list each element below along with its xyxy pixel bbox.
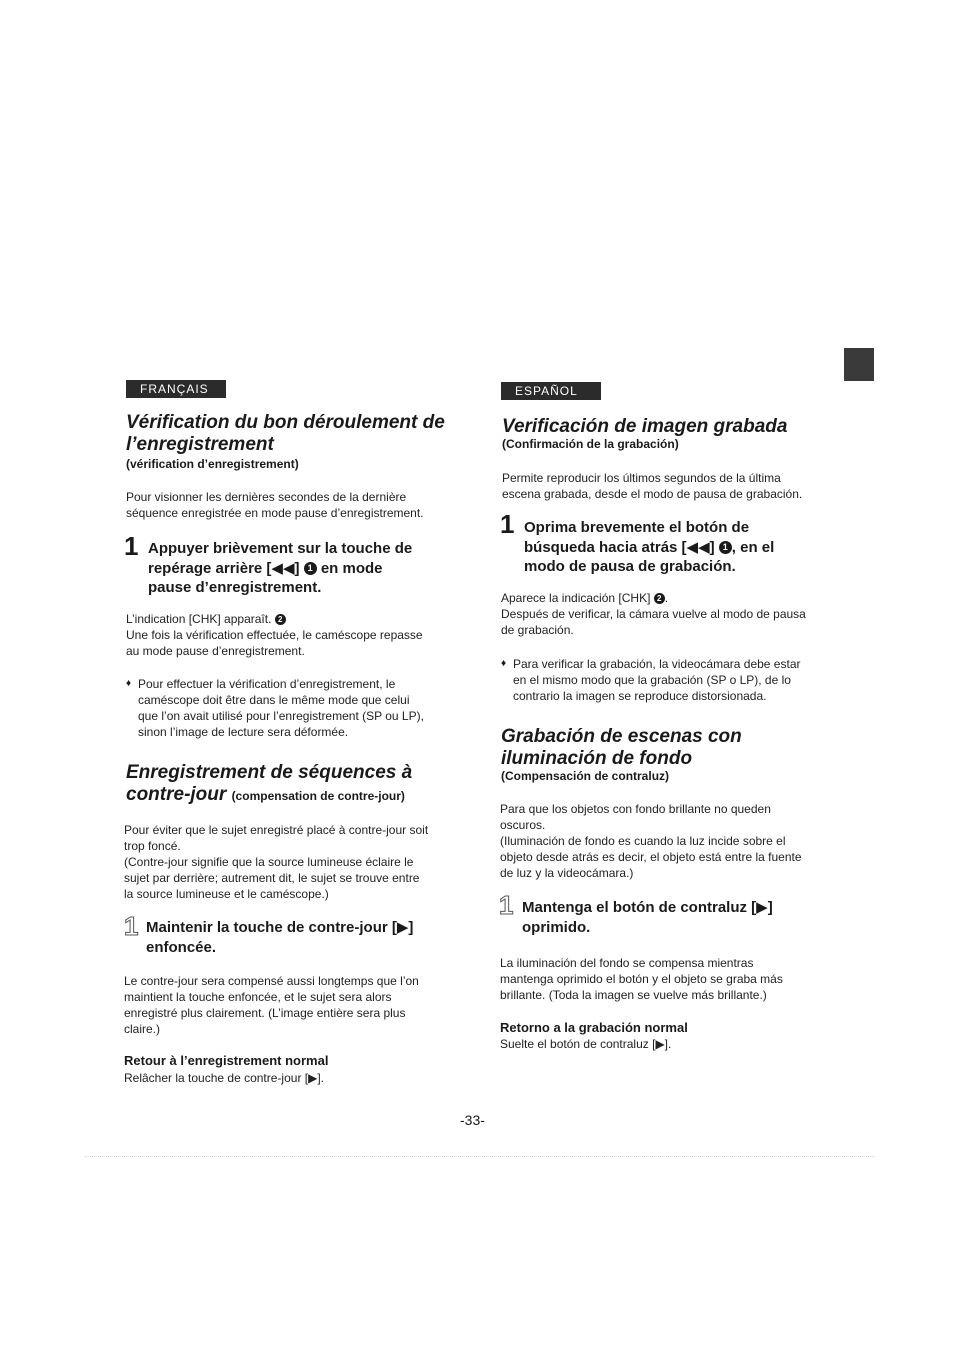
fr-title-line: Enregistrement de séquences à: [126, 762, 413, 783]
fr-intro-line: Pour visionner les dernières secondes de la dernière: [126, 490, 407, 504]
es-result-line: mantenga oprimido el botón y el objeto se graba más: [500, 972, 783, 986]
es-step-backlight: [522, 898, 842, 937]
fr-note-line: que l’on avait utilisé pour l’enregistrement (SP ou LP),: [138, 709, 424, 723]
fr-step-line: [148, 559, 468, 579]
fr-step-line: Maintenir la touche de contre-jour [▶]: [146, 919, 414, 936]
marker-2-icon: 2: [654, 593, 665, 604]
es-intro-line: (Iluminación de fondo es cuando la luz incide sobre el: [500, 834, 786, 848]
fr-title-text: contre-jour: [126, 784, 227, 805]
fr-intro-line: sujet par derrière; autrement dit, le sujet se trouve entre: [124, 871, 420, 885]
fr-subtitle-verification: (vérification d’enregistrement): [126, 457, 299, 471]
fr-note: [126, 676, 456, 740]
fr-title-line-1: Vérification du bon déroulement de: [126, 412, 445, 433]
es-intro-verification: [502, 470, 842, 502]
es-intro-line: oscuros.: [500, 818, 546, 832]
marker-1-icon: 1: [719, 541, 732, 554]
es-subtitle-backlight: (Compensación de contraluz): [501, 769, 670, 783]
fr-step-line: pause d’enregistrement.: [148, 579, 322, 596]
es-step-text: búsqueda hacia atrás [◀◀]: [524, 538, 715, 556]
fr-result-line: maintient la touche enfoncée, et le sujet sera alors: [124, 990, 392, 1004]
es-result-backlight: [500, 955, 840, 1003]
fr-return-title: Retour à l’enregistrement normal: [124, 1053, 329, 1068]
es-note: [501, 656, 831, 704]
es-step-number: 1: [500, 509, 515, 539]
fr-chk-line: [126, 611, 466, 627]
es-chk-text: Aparece la indicación [CHK]: [501, 591, 651, 605]
fr-intro-backlight: [124, 822, 464, 902]
es-step-line: Mantenga el botón de contraluz [▶]: [522, 899, 773, 916]
fr-return-text: Relâcher la touche de contre-jour [▶].: [124, 1071, 324, 1085]
fr-result-line: Le contre-jour sera compensé aussi longtemps que l’on: [124, 974, 419, 988]
bullet-icon: ♦: [126, 678, 132, 689]
fr-step-text: en mode: [320, 559, 383, 577]
es-intro-line: objeto desde atrás es decir, el objeto está entre la fuente: [500, 850, 802, 864]
bottom-rule: [85, 1156, 875, 1157]
fr-step-line: enfoncée.: [146, 938, 217, 956]
fr-chk-text: L’indication [CHK] apparaît.: [126, 612, 272, 626]
es-result-line: La iluminación del fondo se compensa mientras: [500, 956, 754, 970]
fr-title-paren: (compensation de contre-jour): [231, 789, 405, 803]
fr-title-line-2: l’enregistrement: [126, 434, 274, 455]
es-chk-line: Después de verificar, la cámara vuelve al modo de pausa: [501, 607, 806, 621]
bullet-icon: ♦: [501, 658, 507, 669]
es-title-line: Grabación de escenas con: [501, 726, 742, 747]
es-result-line: brillante. (Toda la imagen se vuelve más brillante.): [500, 988, 767, 1002]
marker-1-icon: 1: [304, 562, 317, 575]
fr-chk-result: [126, 611, 466, 659]
thumb-index-tab: [844, 348, 874, 381]
es-step-instruction: [524, 518, 844, 577]
fr-step-number: 1: [124, 531, 139, 561]
fr-chk-line: Une fois la vérification effectuée, le caméscope repasse: [126, 628, 423, 642]
fr-step-instruction: [148, 539, 468, 598]
fr-step-number-outline: 1: [124, 911, 139, 941]
fr-intro-line: la source lumineuse et le caméscope.): [124, 887, 329, 901]
es-step-line: Oprima brevemente el botón de: [524, 519, 750, 536]
marker-2-icon: 2: [275, 614, 286, 625]
es-intro-backlight: [500, 801, 840, 881]
es-intro-line: de luz y la videocámara.): [500, 866, 634, 880]
es-step-line: [524, 538, 844, 558]
es-note-line: contrario la imagen se reproduce distorsionada.: [513, 689, 767, 703]
fr-step-text: repérage arrière [◀◀]: [148, 559, 300, 577]
es-title-backlight: [501, 726, 841, 770]
es-step-line: oprimido.: [522, 918, 591, 936]
fr-title-verification: [126, 412, 466, 456]
es-note-line: en el mismo modo que la grabación (SP o LP), de lo: [513, 673, 791, 687]
es-return-title: Retorno a la grabación normal: [500, 1020, 688, 1035]
es-intro-line: Para que los objetos con fondo brillante no queden: [500, 802, 771, 816]
fr-intro-line: séquence enregistrée en mode pause d’enregistrement.: [126, 506, 424, 520]
es-note-line: Para verificar la grabación, la videocámara debe estar: [513, 657, 801, 671]
fr-result-line: claire.): [124, 1022, 161, 1036]
fr-note-line: caméscope doit être dans le même mode que celui: [138, 693, 410, 707]
es-step-number-outline: 1: [499, 890, 514, 920]
fr-intro-line: trop foncé.: [124, 839, 181, 853]
language-tab-espanol: ESPAÑOL: [501, 382, 601, 400]
fr-note-line: Pour effectuer la vérification d’enregistrement, le: [138, 677, 396, 691]
es-return-text: Suelte el botón de contraluz [▶].: [500, 1037, 672, 1051]
fr-title-line: [126, 784, 466, 807]
es-intro-line: Permite reproducir los últimos segundos de la última: [502, 471, 781, 485]
es-intro-line: escena grabada, desde el modo de pausa de grabación.: [502, 487, 803, 501]
es-subtitle-verification: (Confirmación de la grabación): [502, 437, 679, 451]
es-title-verification: Verificación de imagen grabada: [502, 416, 788, 437]
es-chk-line: de grabación.: [501, 623, 574, 637]
fr-note-line: sinon l’image de lecture sera déformée.: [138, 725, 349, 739]
es-chk-result: [501, 590, 841, 638]
es-step-line: modo de pausa de grabación.: [524, 558, 736, 575]
page-number: -33-: [460, 1112, 485, 1128]
fr-result-backlight: [124, 973, 464, 1037]
es-step-text: , en el: [731, 538, 775, 556]
fr-result-line: enregistré plus clairement. (L’image entière sera plus: [124, 1006, 406, 1020]
es-title-line: iluminación de fondo: [501, 748, 693, 769]
fr-intro-line: (Contre-jour signifie que la source lumineuse éclaire le: [124, 855, 414, 869]
fr-step-line: Appuyer brièvement sur la touche de: [148, 540, 413, 557]
es-chk-line: Aparece la indicación [CHK] 2 .: [501, 591, 669, 605]
fr-chk-line: au mode pause d’enregistrement.: [126, 644, 305, 658]
fr-intro-verification: [126, 489, 466, 521]
language-tab-francais: FRANÇAIS: [126, 380, 226, 398]
fr-title-backlight: [126, 762, 466, 807]
fr-intro-line: Pour éviter que le sujet enregistré placé à contre-jour soit: [124, 823, 429, 837]
fr-step-backlight: [146, 918, 466, 957]
